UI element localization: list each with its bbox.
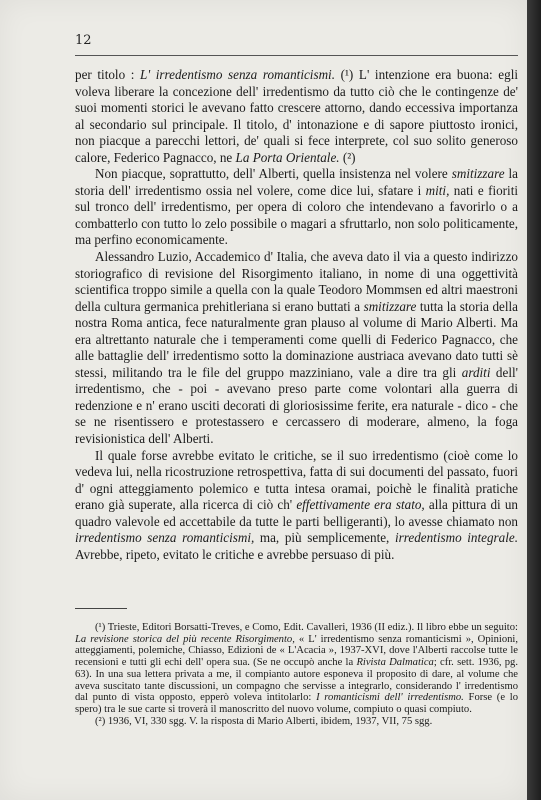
text-run: dell' irredentismo, che - poi - avevano preso parte come volontari alla guerra di redenzione e n' erano usciti decorati di gloriosissime ferite, era naturale - dico - che se ne risentissero e protestassero e cercassero di moderare, almeno, la foga revisionistica dell' Alberti. [75, 364, 518, 447]
paragraph [75, 166, 518, 249]
footnote [75, 622, 518, 716]
italic-text-run: miti, [425, 182, 450, 198]
text-run: « L' irredentismo senza romanticismi », Opinioni, atteggiamenti, polemiche, Chiasso, Edizioni de « L'Acacia », 1937-XVI, dove l'Alberti raccolse tutte le recensioni e tutti gli echi dell' opera sua. (Se ne occupò anche la [75, 633, 518, 669]
italic-text-run: Rivista Dalmatica [356, 657, 434, 669]
text-run: ma, più semplicemente, [254, 530, 395, 546]
text-run: Alessandro Luzio, Accademico d' Italia, che aveva dato il via a questo indirizzo storiografico di revisione del Risorgimento italiano, in nome di una oggettività scientifica troppo simile a quella con la quale Teodoro Mommsen ed altri maestroni della cultura germanica prehitleriana si erano buttati a [75, 249, 518, 314]
italic-text-run: irredentismo integrale. [394, 530, 518, 546]
text-run: Avrebbe, ripeto, evitato le critiche e avrebbe persuaso di più. [75, 546, 395, 562]
italic-text-run: La Porta Orientale. [235, 149, 340, 165]
footnote-divider [75, 608, 127, 609]
italic-text-run: effettivamente era stato, [296, 497, 425, 513]
text-run: (²) 1936, VI, 330 sgg. V. la risposta di Mario Alberti, ibidem, 1937, VII, 75 sgg. [95, 715, 433, 727]
text-run: Il quale forse avrebbe evitato le critiche, se il suo irredentismo (cioè come lo vedeva lui, nella ricostruzione retrospettiva, fatta di sui documenti del passato, fuori d' ogni atteggiamento polemico e tutta intesa oramai, poichè le finalità pratiche erano già superate, alla ricerca di ciò ch' [75, 447, 518, 513]
text-run: per titolo : [75, 67, 141, 82]
text-run: nati e fioriti sul tronco dell' irredentismo, per opera di coloro che intendevano a favorirlo o a combatterlo con tutto lo zelo possibile o magari a sfruttarlo, non solo politicamente, ma perfino economicamente. [75, 182, 518, 248]
header-rule [75, 55, 518, 56]
text-run: Forse (e lo spero) tra le sue carte si troverà il manoscritto del nuovo volume, compiuto o quasi compiuto. [75, 692, 518, 715]
paragraph [75, 448, 518, 564]
text-run: ; cfr. sett. 1936, pg. 63). In una sua lettera privata a me, il compianto autore esponeva il proposito di dare, al volume che aveva suscitato tante discussioni, un compagno che servisse a integrarlo, considerando l' irredentismo dal punto di vista opposto, epperò voleva intitolarlo: [75, 657, 518, 704]
page-number: 12 [75, 33, 92, 48]
footnotes [75, 622, 518, 727]
italic-text-run: smitizzare [363, 298, 417, 314]
paragraph [75, 249, 518, 448]
footnote [75, 716, 518, 728]
italic-text-run: La revisione storica del più recente Risorgimento, [75, 633, 295, 645]
page-edge-shadow [527, 0, 541, 800]
text-run: tutta la storia della nostra Roma antica, fece naturalmente gran plauso al volume di Mario Alberti. Ma era altrettanto naturale che i temperamenti come quelli di Federico Pagnacco, che alle battaglie dell' irredentismo sotto la dominazione austriaca avevano dato tutti sè stessi, militando tra le file del gruppo mazziniano, vale a dire tra gli [75, 298, 518, 380]
italic-text-run: L' irredentismo senza romanticismi. [140, 67, 335, 82]
italic-text-run: irredentismo senza romanticismi, [75, 530, 255, 546]
italic-text-run: arditi [461, 364, 491, 380]
text-run: (²) [339, 149, 356, 165]
text-run: (¹) L' intenzione era buona: egli voleva liberare la concezione dell' irredentismo da tutto ciò che le contingenze de' suoi momenti storici le avevano fatto crescere attorno, dando eccessiva importanza al secondario sul principale. Il titolo, d' intonazione e di sapore piuttosto ironici, non piacque a parecchi lettori, de' quali si fece interprete, col suo solito generoso calore, Federico Pagnacco, ne [75, 67, 518, 165]
italic-text-run: smitizzare [451, 166, 505, 182]
italic-text-run: I romanticismi dell' irredentismo. [316, 692, 464, 704]
text-run: (¹) Trieste, Editori Borsatti-Treves, e Como, Edit. Cavalleri, 1936 (II ediz.). Il libro ebbe un seguito: [95, 622, 518, 633]
body-text [75, 67, 518, 563]
paragraph [75, 67, 518, 166]
text-run: Non piacque, soprattutto, dell' Alberti, quella insistenza nel volere [95, 166, 452, 182]
text-run: alla pittura di un quadro valevole ed accettabile da tutte le parti belligeranti), lo avesse chiamato non [75, 497, 518, 529]
text-run: la storia dell' irredentismo ossia nel volere, come dice lui, sfatare i [75, 166, 518, 198]
